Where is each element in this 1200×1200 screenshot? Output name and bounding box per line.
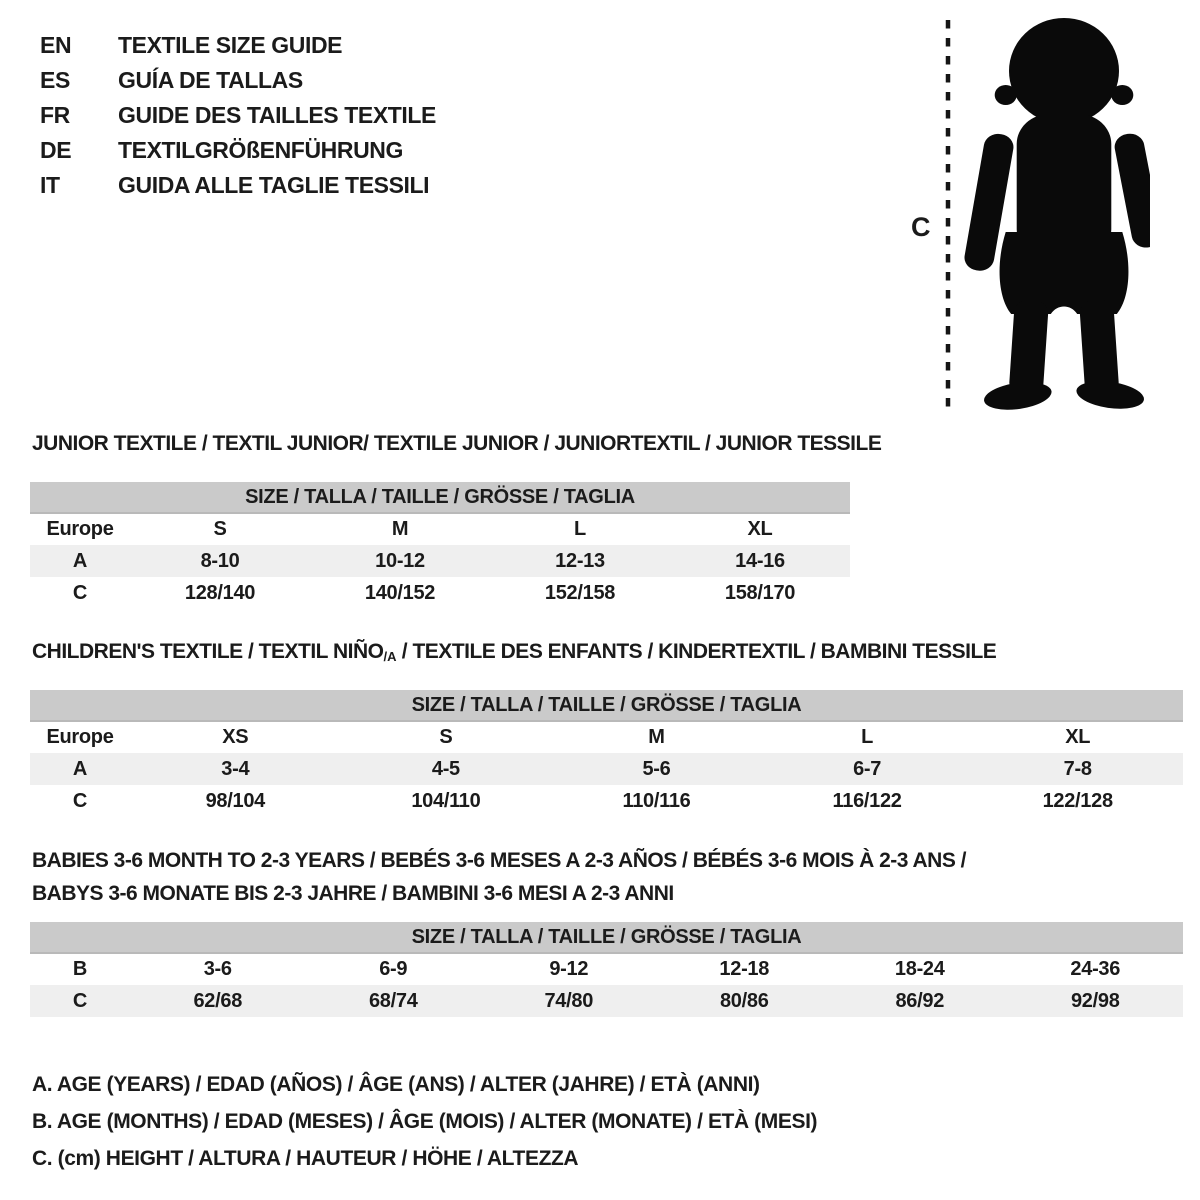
value-cell: 6-7 — [853, 757, 882, 780]
row-label: C — [72, 581, 88, 604]
junior-size-table — [30, 482, 850, 609]
value-cell: 116/122 — [832, 789, 902, 812]
language-code: EN — [40, 32, 72, 58]
value-cell: 128/140 — [184, 581, 256, 604]
size-cell: L — [574, 518, 586, 540]
value-cell: 158/170 — [724, 581, 796, 604]
size-cell: XL — [747, 518, 773, 540]
value-cell: 122/128 — [1042, 789, 1113, 812]
babies-section-title — [32, 844, 966, 910]
size-header-bar: SIZE / TALLA / TAILLE / GRÖSSE / TAGLIA — [30, 690, 1183, 721]
children-title-post: / TEXTILE DES ENFANTS / KINDERTEXTIL / BAMBINI TESSILE — [396, 640, 997, 663]
language-title: GUÍA DE TALLAS — [118, 67, 303, 93]
language-code: IT — [40, 172, 60, 198]
babies-title-line2: BABYS 3-6 MONATE BIS 2-3 JAHRE / BAMBINI 3-6 MESI A 2-3 ANNI — [32, 882, 674, 905]
table-row — [30, 985, 1183, 1017]
children-size-table — [30, 690, 1183, 817]
children-title-subscript: /A — [383, 649, 397, 664]
language-code: DE — [40, 137, 72, 163]
value-cell: 12-13 — [555, 549, 605, 572]
table-row — [30, 577, 850, 609]
value-cell: 104/110 — [411, 789, 481, 812]
table-row — [30, 953, 1183, 985]
value-cell: 3-6 — [203, 958, 232, 980]
junior-section-title: JUNIOR TEXTILE / TEXTIL JUNIOR/ TEXTILE JUNIOR / JUNIORTEXTIL / JUNIOR TESSILE — [32, 432, 882, 455]
size-cell: S — [213, 518, 227, 540]
value-cell: 86/92 — [895, 989, 945, 1012]
size-header-bar: SIZE / TALLA / TAILLE / GRÖSSE / TAGLIA — [30, 482, 850, 513]
toddler-shape — [962, 18, 1150, 413]
legend-line-c: C. (cm) HEIGHT / ALTURA / HAUTEUR / HÖHE / ALTEZZA — [32, 1147, 579, 1170]
value-cell: 92/98 — [1070, 989, 1120, 1012]
row-label: B — [72, 958, 88, 980]
value-cell: 18-24 — [894, 958, 945, 980]
language-code: FR — [40, 102, 70, 128]
language-row-de — [40, 133, 436, 168]
row-label: C — [72, 789, 88, 812]
table-row — [30, 513, 850, 545]
value-cell: 152/158 — [544, 581, 616, 604]
table-row — [30, 753, 1183, 785]
size-cell: L — [861, 726, 874, 748]
value-cell: 98/104 — [205, 789, 265, 812]
size-cell: M — [648, 726, 665, 748]
language-row-en — [40, 28, 436, 63]
height-measure-label: C — [911, 212, 931, 242]
language-header — [40, 28, 436, 203]
value-cell: 10-12 — [375, 549, 425, 572]
children-section-title — [32, 640, 996, 664]
value-cell: 12-18 — [719, 958, 770, 980]
size-cell: XS — [222, 726, 249, 748]
table-row — [30, 545, 850, 577]
measurement-legend — [32, 1066, 817, 1177]
babies-size-table — [30, 922, 1183, 1017]
row-label: A — [72, 757, 88, 780]
table-row — [30, 721, 1183, 753]
size-cell: XL — [1065, 726, 1091, 748]
size-cell: M — [391, 518, 409, 540]
value-cell: 9-12 — [549, 958, 589, 980]
children-title-pre: CHILDREN'S TEXTILE / TEXTIL NIÑO — [32, 640, 384, 663]
row-label: C — [72, 989, 88, 1012]
row-label: A — [72, 549, 88, 572]
legend-line-a: A. AGE (YEARS) / EDAD (AÑOS) / ÂGE (ANS) / ALTER (JAHRE) / ETÀ (ANNI) — [32, 1073, 760, 1096]
toddler-silhouette-icon — [900, 8, 1150, 413]
language-title: GUIDA ALLE TAGLIE TESSILI — [118, 172, 430, 198]
language-row-it — [40, 168, 436, 203]
row-label: Europe — [46, 726, 114, 748]
value-cell: 5-6 — [642, 757, 671, 780]
size-figure — [900, 8, 1150, 413]
legend-line-b: B. AGE (MONTHS) / EDAD (MESES) / ÂGE (MOIS) / ALTER (MONATE) / ETÀ (MESI) — [32, 1110, 818, 1133]
value-cell: 6-9 — [379, 958, 408, 980]
language-title: GUIDE DES TAILLES TEXTILE — [118, 102, 436, 128]
value-cell: 80/86 — [719, 989, 769, 1012]
value-cell: 110/116 — [622, 789, 691, 812]
value-cell: 4-5 — [431, 757, 460, 780]
language-code: ES — [40, 67, 70, 93]
size-header-bar: SIZE / TALLA / TAILLE / GRÖSSE / TAGLIA — [30, 922, 1183, 953]
value-cell: 3-4 — [221, 757, 250, 780]
value-cell: 8-10 — [200, 549, 240, 572]
language-row-fr — [40, 98, 436, 133]
value-cell: 68/74 — [368, 989, 418, 1012]
language-title: TEXTILE SIZE GUIDE — [118, 32, 343, 58]
value-cell: 74/80 — [544, 989, 594, 1012]
value-cell: 140/152 — [364, 581, 436, 604]
table-row — [30, 785, 1183, 817]
size-cell: S — [439, 726, 453, 748]
babies-title-line1: BABIES 3-6 MONTH TO 2-3 YEARS / BEBÉS 3-6 MESES A 2-3 AÑOS / BÉBÉS 3-6 MOIS À 2-3 ANS / — [32, 849, 967, 872]
row-label: Europe — [46, 518, 114, 540]
value-cell: 14-16 — [735, 549, 785, 572]
value-cell: 7-8 — [1063, 757, 1092, 780]
value-cell: 24-36 — [1070, 958, 1121, 980]
language-row-es — [40, 63, 436, 98]
language-title: TEXTILGRÖßENFÜHRUNG — [118, 137, 403, 163]
value-cell: 62/68 — [193, 989, 243, 1012]
